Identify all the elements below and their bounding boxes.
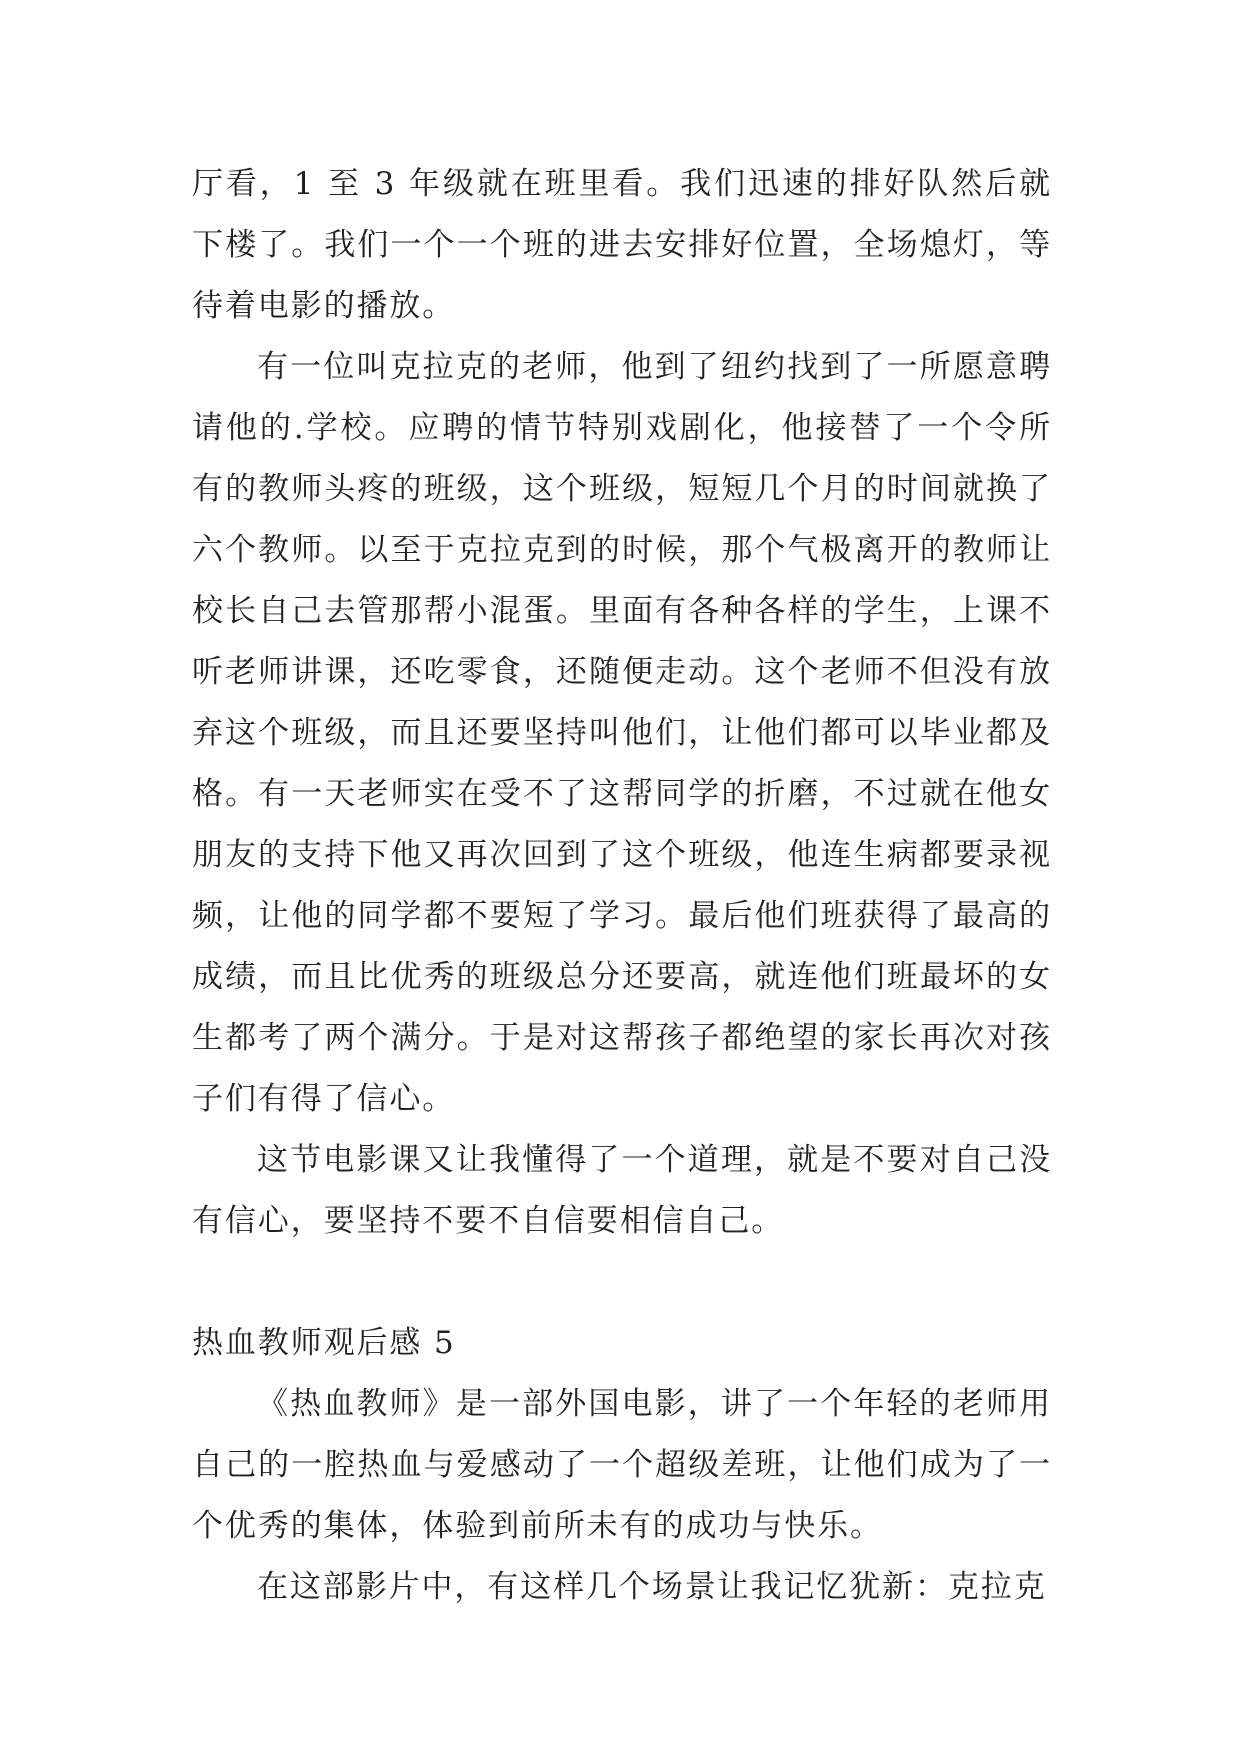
document-body — [192, 154, 1052, 1618]
section-heading: 热血教师观后感 5 — [192, 1325, 456, 1361]
paragraph-lesson: 这节电影课又让我懂得了一个道理，就是不要对自己没有信心，要坚持不要不自信要相信自己。 — [192, 1142, 1052, 1239]
paragraph-scenes: 在这部影片中，有这样几个场景让我记忆犹新：克拉克 — [257, 1569, 1047, 1605]
paragraph-continued: 厅看，1 至 3 年级就在班里看。我们迅速的排好队然后就下楼了。我们一个一个班的进去安排好位置，全场熄灯，等待着电影的播放。 — [192, 166, 1052, 324]
paragraph-plot-summary: 有一位叫克拉克的老师，他到了纽约找到了一所愿意聘请他的.学校。应聘的情节特别戏剧化，他接替了一个令所有的教师头疼的班级，这个班级，短短几个月的时间就换了六个教师。以至于克拉克到的时候，那个气极离开的教师让校长自己去管那帮小混蛋。里面有各种各样的学生，上课不听老师讲课，还吃零食，还随便走动。这个老师不但没有放弃这个班级，而且还要坚持叫他们，让他们都可以毕业都及格。有一天老师实在受不了这帮同学的折磨，不过就在他女朋友的支持下他又再次回到了这个班级，他连生病都要录视频，让他的同学都不要短了学习。最后他们班获得了最高的成绩，而且比优秀的班级总分还要高，就连他们班最坏的女生都考了两个满分。于是对这帮孩子都绝望的家长再次对孩子们有得了信心。 — [192, 349, 1052, 1117]
paragraph-intro: 《热血教师》是一部外国电影，讲了一个年轻的老师用自己的一腔热血与爱感动了一个超级差班，让他们成为了一个优秀的集体，体验到前所未有的成功与快乐。 — [192, 1386, 1052, 1544]
